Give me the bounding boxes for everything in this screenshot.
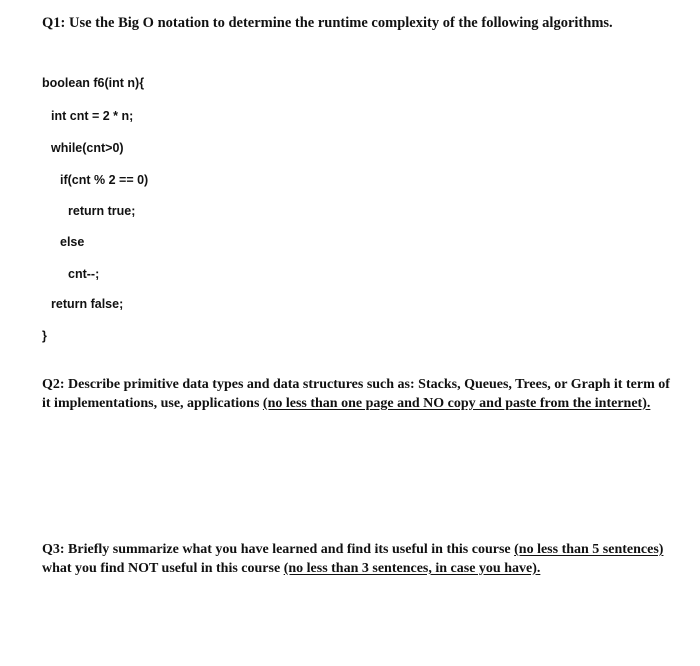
code-line-while: while(cnt>0) <box>51 141 124 155</box>
code-line-if: if(cnt % 2 == 0) <box>60 173 149 187</box>
code-line-declaration: int cnt = 2 * n; <box>51 109 134 123</box>
question-3-text-1: Q3: Briefly summarize what you have learned and find its useful in this course <box>42 542 515 557</box>
question-2-requirement: (no less than one page and NO copy and paste from the internet). <box>262 395 651 411</box>
code-line-closing-brace: } <box>42 329 47 343</box>
code-line-return-false: return false; <box>51 297 124 311</box>
question-3-requirement-2: (no less than 3 sentences, in case you have). <box>283 560 541 576</box>
question-3-paragraph <box>42 541 672 578</box>
code-line-decrement: cnt--; <box>68 267 100 281</box>
question-3-requirement-1: (no less than 5 sentences) <box>514 542 664 557</box>
question-2-text: Q2: Describe primitive data types and data structures such as: Stacks, Queues, Trees, or Graph it term of it implementations, use, applications <box>42 377 670 411</box>
code-line-return-true: return true; <box>68 204 136 218</box>
question-3-text-2: what you find NOT useful in this course <box>42 560 284 576</box>
code-line-function-signature: boolean f6(int n){ <box>42 76 145 90</box>
code-line-else: else <box>60 235 85 249</box>
question-2-paragraph <box>42 376 672 413</box>
question-1-heading: Q1: Use the Big O notation to determine the runtime complexity of the following algorithms. <box>42 15 613 31</box>
